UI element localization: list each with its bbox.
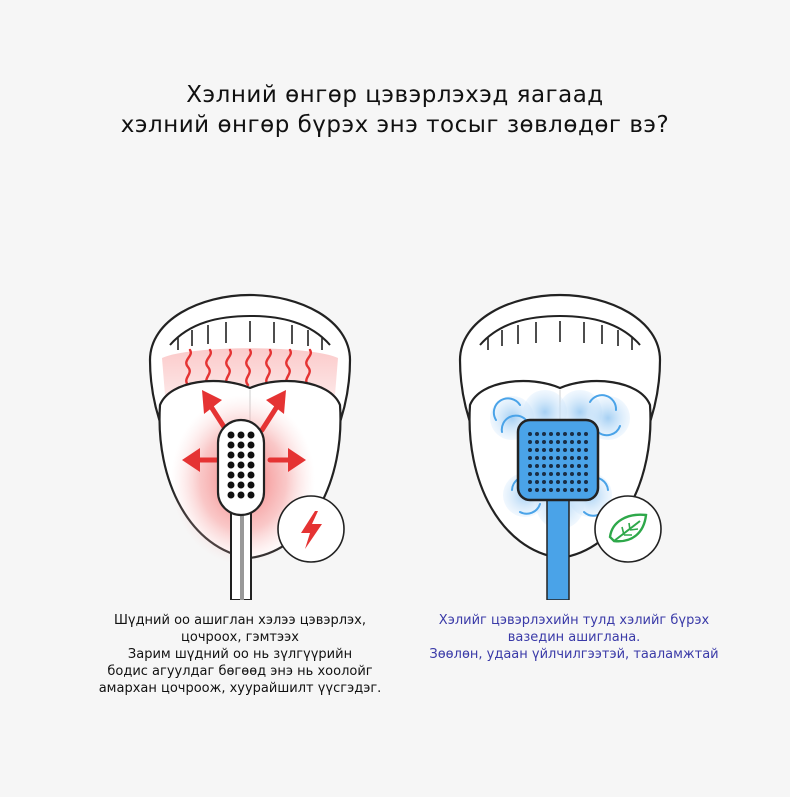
page-title (0, 80, 790, 140)
left-caption-line: цочроох, гэмтээх (181, 630, 299, 645)
leaf-icon (592, 493, 664, 565)
left-caption-line: Зарим шүдний оо нь зүлгүүрийн (127, 647, 353, 662)
toothpaste-illustration (130, 290, 370, 600)
left-caption-line: Шүдний оо ашиглан хэлээ цэвэрлэх, (113, 613, 367, 628)
left-caption-line: бодис агуулдаг бөгөөд энэ нь хоолойг (107, 664, 373, 679)
title-line-1: Хэлний өнгөр цэвэрлэхэд яагаад (186, 82, 604, 108)
right-caption-line: Хэлийг цэвэрлэхийн тулд хэлийг бүрэх (438, 613, 710, 628)
lightning-icon (275, 493, 347, 565)
left-caption-line: амархан цочроож, хуурайшилт үүсгэдэг. (98, 681, 382, 696)
left-caption (70, 612, 410, 697)
tongue-cleaner-illustration (440, 290, 680, 600)
title-line-2: хэлний өнгөр бүрэх энэ тосыг зөвлөдөг вэ? (120, 112, 670, 138)
right-caption-line: вазедин ашиглана. (507, 630, 641, 645)
right-caption-line: Зөөлөн, удаан үйлчилгээтэй, тааламжтай (429, 647, 719, 662)
right-caption (404, 612, 744, 663)
